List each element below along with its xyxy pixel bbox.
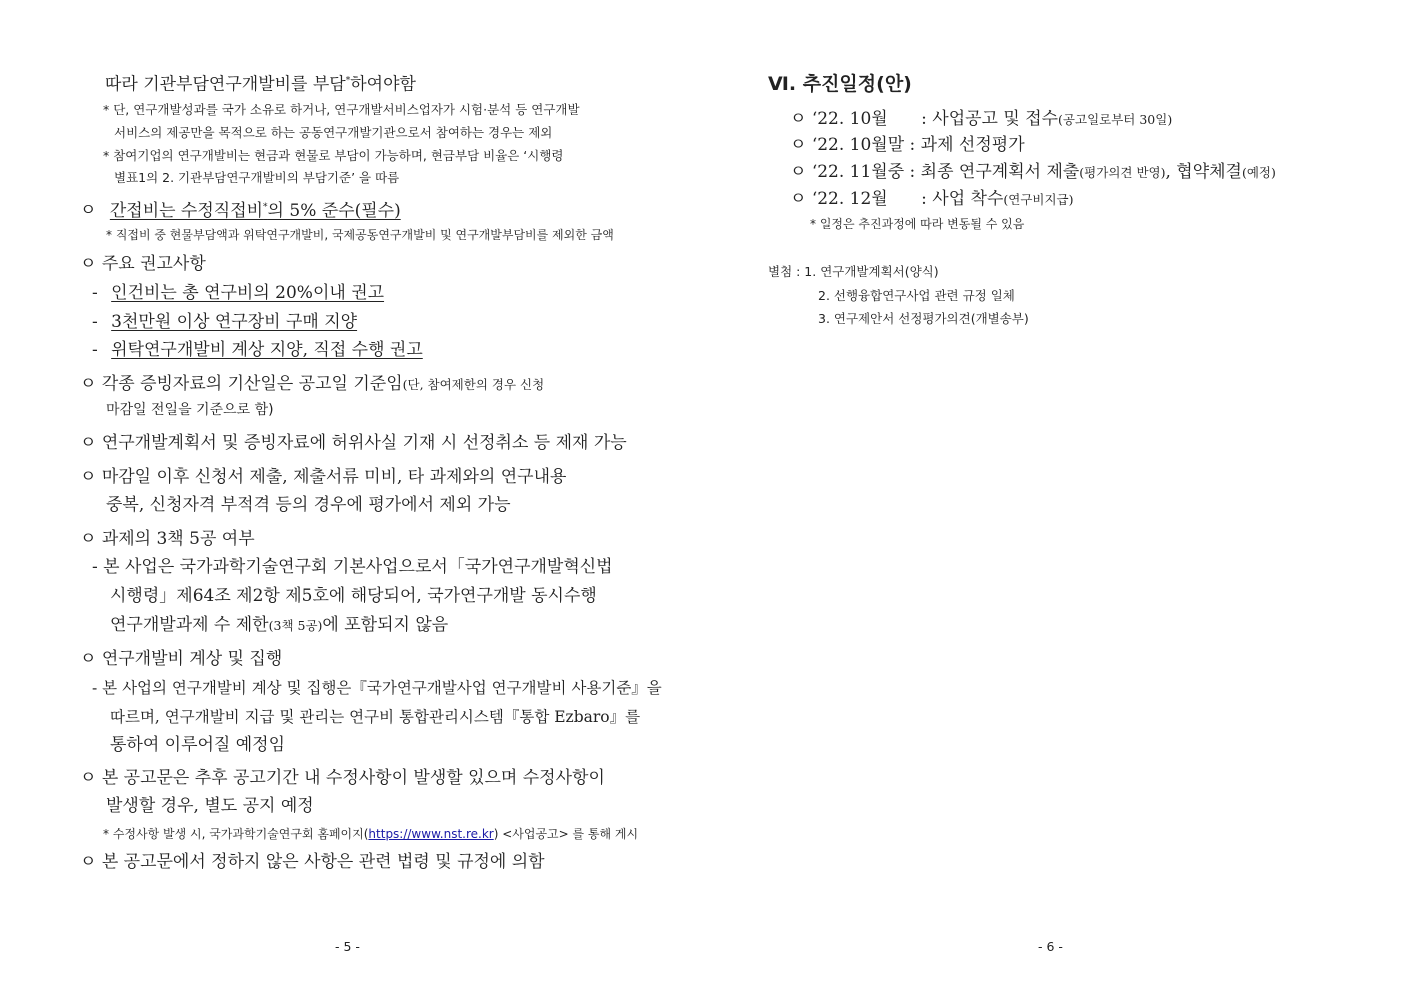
- text-small: (평가의견 반영): [1079, 165, 1166, 180]
- text-small: (단, 참여제한의 경우 신청: [402, 377, 545, 392]
- schedule-item: [790, 188, 1074, 211]
- homepage-link[interactable]: https://www.nst.re.kr: [368, 827, 494, 841]
- text: : 사업 착수: [921, 189, 1004, 209]
- text: 간접비는 수정직접비: [109, 200, 264, 221]
- text: ㅇ ‘22. 11월중 : 최종 연구계획서 제출: [790, 162, 1080, 182]
- text: ㅇ ‘22. 12월: [790, 189, 894, 209]
- note-line: * 직접비 중 현물부담액과 위탁연구개발비, 국제공동연구개발비 및 연구개발부담비를 제외한 금액: [106, 228, 614, 242]
- body-line: 발생할 경우, 별도 공지 예정: [106, 796, 314, 816]
- body-line: [110, 614, 448, 637]
- section-line: ㅇ 주요 권고사항: [80, 254, 206, 274]
- note-line: [103, 825, 638, 843]
- attachment-line: 3. 연구제안서 선정평가의견(개별송부): [818, 311, 1029, 326]
- schedule-item: ㅇ ‘22. 10월말 : 과제 선정평가: [790, 135, 1025, 155]
- page-number: - 5 -: [335, 939, 360, 954]
- body-line: ㅇ 연구개발비 계상 및 집행: [80, 649, 283, 669]
- recommend-line: [92, 311, 357, 333]
- attachment-line: 2. 선행융합연구사업 관련 규정 일체: [818, 288, 1015, 303]
- underlined-text: 위탁연구개발비 계상 지양, 직접 수행 권고: [111, 340, 423, 360]
- text-small: (공고일로부터 30일): [1058, 112, 1173, 127]
- body-line: - 본 사업의 연구개발비 계상 및 집행은『국가연구개발사업 연구개발비 사용기준』을: [92, 679, 662, 697]
- note-line: 서비스의 제공만을 목적으로 하는 공동연구개발기관으로서 참여하는 경우는 제외: [114, 125, 553, 140]
- bullet: ㅇ: [80, 200, 97, 221]
- body-line: ㅇ 연구개발계획서 및 증빙자료에 허위사실 기재 시 선정취소 등 제재 가능: [80, 433, 627, 453]
- dash: -: [92, 283, 98, 303]
- note-line: * 단, 연구개발성과를 국가 소유로 하거나, 연구개발서비스업자가 시험·분석 등 연구개발: [103, 102, 580, 117]
- body-line: ㅇ 본 공고문에서 정하지 않은 사항은 관련 법령 및 규정에 의함: [80, 852, 545, 872]
- section-heading: Ⅵ. 추진일정(안): [768, 73, 912, 95]
- text: ㅇ ‘22. 10월: [790, 109, 894, 129]
- dash: -: [92, 340, 98, 360]
- dash: -: [92, 312, 98, 332]
- text: 의 5% 준수(필수): [267, 200, 401, 221]
- recommend-line: [92, 282, 384, 304]
- attachment-line: 별첨 : 1. 연구개발계획서(양식): [768, 264, 939, 279]
- underlined-text: [110, 201, 401, 221]
- body-line: ㅇ 본 공고문은 추후 공고기간 내 수정사항이 발생할 있으며 수정사항이: [80, 768, 605, 788]
- right-page: [700, 0, 1403, 992]
- body-line: 중복, 신청자격 부적격 등의 경우에 평가에서 제외 가능: [106, 495, 511, 515]
- recommend-line: [92, 339, 423, 361]
- body-line: - 본 사업은 국가과학기술연구회 기본사업으로서「국가연구개발혁신법: [92, 557, 613, 577]
- text: 연구개발과제 수 제한: [110, 615, 269, 635]
- body-line: ㅇ 과제의 3책 5공 여부: [80, 529, 255, 549]
- text: ㅇ 각종 증빙자료의 기산일은 공고일 기준임: [80, 374, 403, 394]
- note-line: 별표1의 2. 기관부담연구개발비의 부담기준’ 을 따름: [114, 170, 400, 185]
- footnote-mark: *: [345, 76, 351, 86]
- text: 따라 기관부담연구개발비를 부담: [105, 74, 346, 95]
- left-page: [0, 0, 700, 992]
- indirect-cost-line: [80, 196, 401, 222]
- text: ) <사업공고> 를 통해 게시: [493, 827, 639, 841]
- text-small: (3책 5공): [268, 618, 323, 633]
- underlined-text: 인건비는 총 연구비의 20%이내 권고: [111, 283, 385, 303]
- text-small: (예정): [1241, 165, 1276, 180]
- body-line: 마감일 전일을 기준으로 함): [106, 402, 274, 418]
- body-line: ㅇ 마감일 이후 신청서 제출, 제출서류 미비, 타 과제와의 연구내용: [80, 467, 567, 487]
- text-small: (연구비지급): [1003, 192, 1074, 207]
- text: 하여야함: [350, 74, 416, 95]
- line-1: [105, 70, 416, 96]
- text: * 수정사항 발생 시, 국가과학기술연구회 홈페이지(: [103, 827, 369, 841]
- body-line: [80, 373, 544, 396]
- body-line: 통하여 이루어질 예정임: [110, 735, 286, 755]
- text: : 사업공고 및 접수: [921, 109, 1059, 129]
- schedule-item: [790, 161, 1276, 184]
- body-line: 시행령」제64조 제2항 제5호에 해당되어, 국가연구개발 동시수행: [110, 586, 597, 606]
- page-number: - 6 -: [1038, 939, 1063, 954]
- text: 에 포함되지 않음: [322, 615, 449, 635]
- footnote-mark: *: [263, 202, 268, 212]
- note-line: * 일정은 추진과정에 따라 변동될 수 있음: [810, 217, 1025, 231]
- underlined-text: 3천만원 이상 연구장비 구매 지양: [111, 312, 358, 332]
- body-line: 따르며, 연구개발비 지급 및 관리는 연구비 통합관리시스템『통합 Ezbaro』를: [110, 708, 641, 726]
- text: , 협약체결: [1165, 162, 1242, 182]
- note-line: * 참여기업의 연구개발비는 현금과 현물로 부담이 가능하며, 현금부담 비율은 ‘시행령: [103, 148, 564, 163]
- schedule-item: [790, 108, 1172, 131]
